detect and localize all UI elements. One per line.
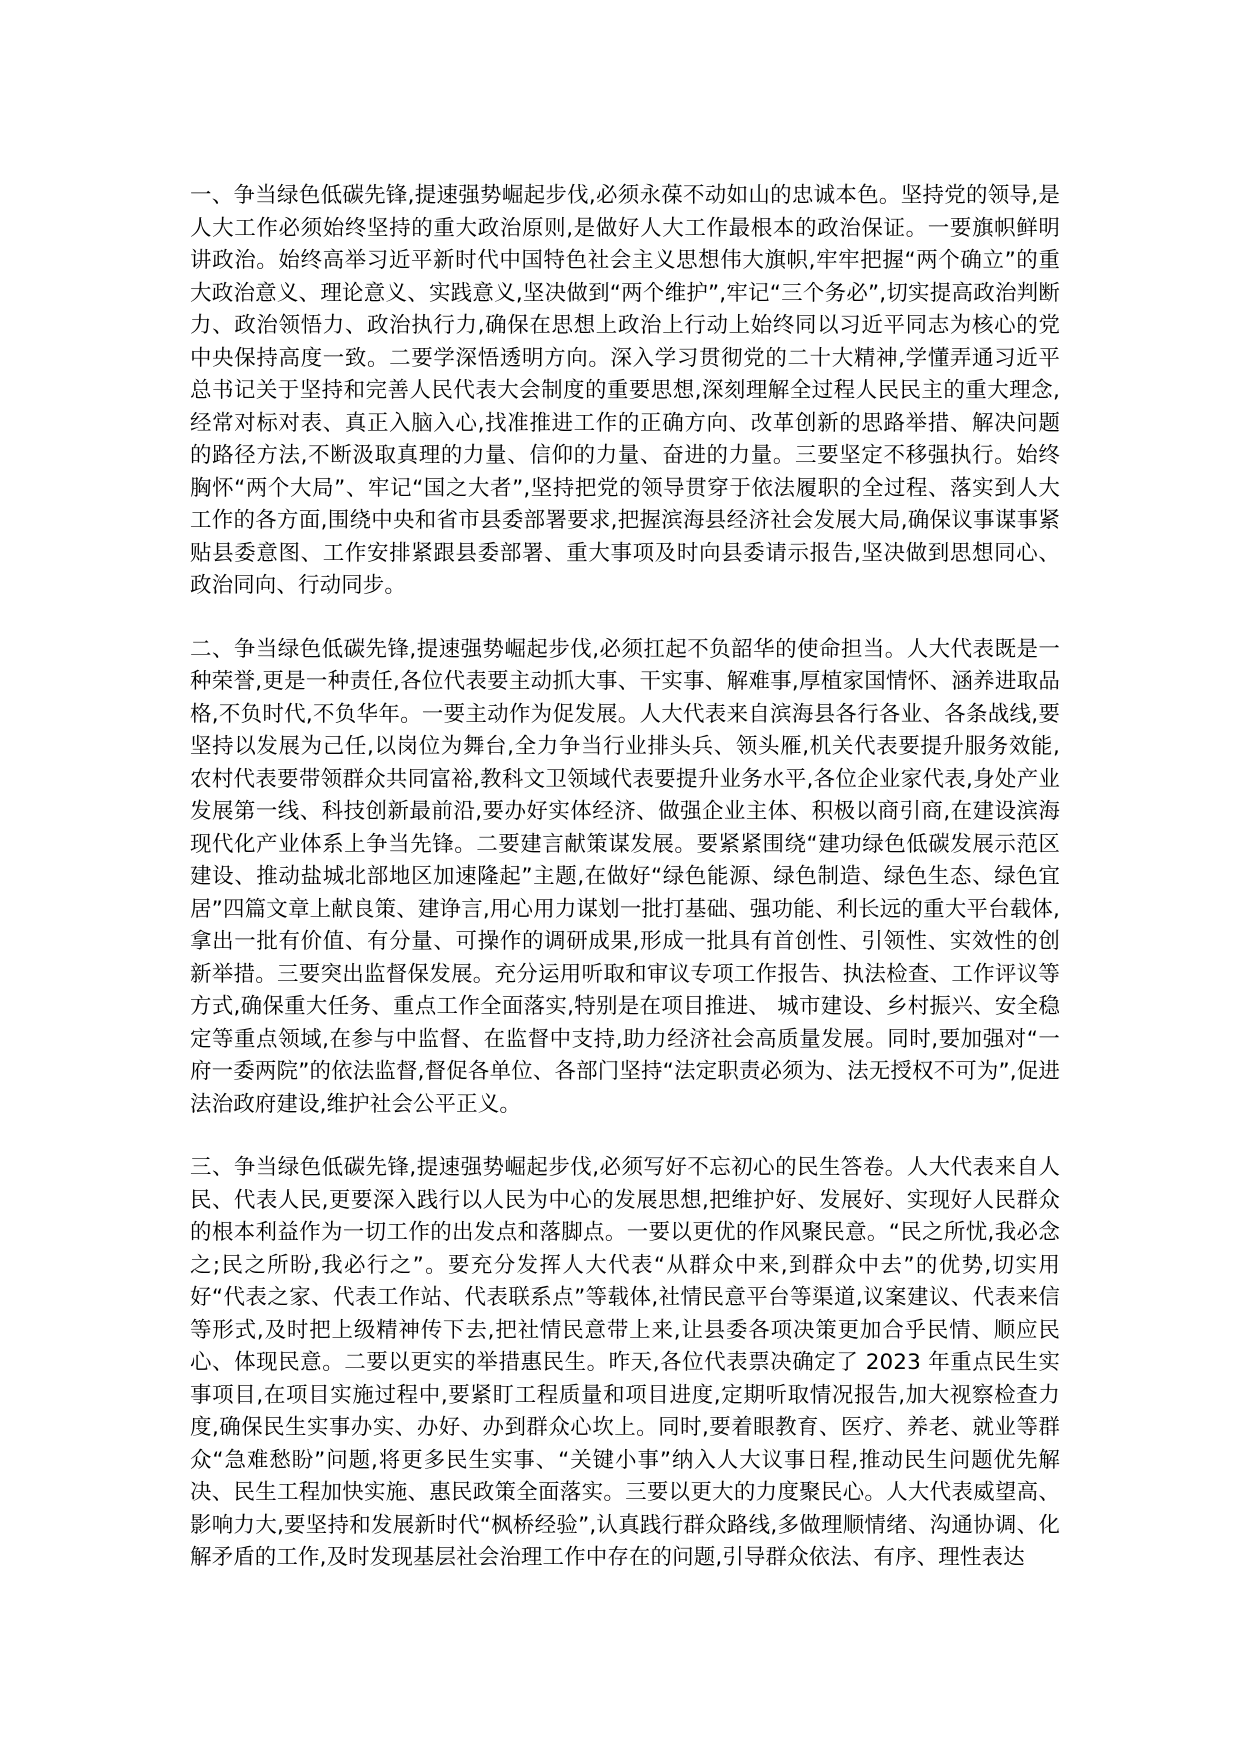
document-page (190, 180, 1060, 1606)
paragraph-3: 三、争当绿色低碳先锋,提速强势崛起步伐,必须写好不忘初心的民生答卷。人大代表来自人民、代表人民,更要深入践行以人民为中心的发展思想,把维护好、发展好、实现好人民群众的根本利益作为一切工作的出发点和落脚点。一要以更优的作风聚民意。“民之所忧,我必念之;民之所盼,我必行之”。要充分发挥人大代表“从群众中来,到群众中去”的优势,切实用好“代表之家、代表工作站、代表联系点”等载体,社情民意平台等渠道,议案建议、代表来信等形式,及时把上级精神传下去,把社情民意带上来,让县委各项决策更加合乎民情、顺应民心、体现民意。二要以更实的举措惠民生。昨天,各位代表票决确定了 2023 年重点民生实事项目,在项目实施过程中,要紧盯工程质量和项目进度,定期听取情况报告,加大视察检查力度,确保民生实事办实、办好、办到群众心坎上。同时,要着眼教育、医疗、养老、就业等群众“急难愁盼”问题,将更多民生实事、“关键小事”纳入人大议事日程,推动民生问题优先解决、民生工程加快实施、惠民政策全面落实。三要以更大的力度聚民心。人大代表威望高、影响力大,要坚持和发展新时代“枫桥经验”,认真践行群众路线,多做理顺情绪、沟通协调、化解矛盾的工作,及时发现基层社会治理工作中存在的问题,引导群众依法、有序、理性表达 (190, 1155, 1060, 1570)
paragraph-2: 二、争当绿色低碳先锋,提速强势崛起步伐,必须扛起不负韶华的使命担当。人大代表既是一种荣誉,更是一种责任,各位代表要主动抓大事、干实事、解难事,厚植家国情怀、涵养进取品格,不负时代,不负华年。一要主动作为促发展。人大代表来自滨海县各行各业、各条战线,要坚持以发展为己任,以岗位为舞台,全力争当行业排头兵、领头雁,机关代表要提升服务效能,农村代表要带领群众共同富裕,教科文卫领域代表要提升业务水平,各位企业家代表,身处产业发展第一线、科技创新最前沿,要办好实体经济、做强企业主体、积极以商引商,在建设滨海现代化产业体系上争当先锋。二要建言献策谋发展。要紧紧围绕“建功绿色低碳发展示范区建设、推动盐城北部地区加速隆起”主题,在做好“绿色能源、绿色制造、绿色生态、绿色宜居”四篇文章上献良策、建诤言,用心用力谋划一批打基础、强功能、利长远的重大平台载体,拿出一批有价值、有分量、可操作的调研成果,形成一批具有首创性、引领性、实效性的创新举措。三要突出监督保发展。充分运用听取和审议专项工作报告、执法检查、工作评议等方式,确保重大任务、重点工作全面落实,特别是在项目推进、 城市建设、乡村振兴、安全稳定等重点领域,在参与中监督、在监督中支持,助力经济社会高质量发展。同时,要加强对“一府一委两院”的依法监督,督促各单位、各部门坚持“法定职责必须为、法无授权不可为”,促进法治政府建设,维护社会公平正义。 (190, 636, 1060, 1117)
paragraph-1: 一、争当绿色低碳先锋,提速强势崛起步伐,必须永葆不动如山的忠诚本色。坚持党的领导,是人大工作必须始终坚持的重大政治原则,是做好人大工作最根本的政治保证。一要旗帜鲜明讲政治。始终高举习近平新时代中国特色社会主义思想伟大旗帜,牢牢把握“两个确立”的重大政治意义、理论意义、实践意义,坚决做到“两个维护”,牢记“三个务必”,切实提高政治判断力、政治领悟力、政治执行力,确保在思想上政治上行动上始终同以习近平同志为核心的党中央保持高度一致。二要学深悟透明方向。深入学习贯彻党的二十大精神,学懂弄通习近平总书记关于坚持和完善人民代表大会制度的重要思想,深刻理解全过程人民民主的重大理念,经常对标对表、真正入脑入心,找准推进工作的正确方向、改革创新的思路举措、解决问题的路径方法,不断汲取真理的力量、信仰的力量、奋进的力量。三要坚定不移强执行。始终胸怀“两个大局”、牢记“国之大者”,坚持把党的领导贯穿于依法履职的全过程、落实到人大工作的各方面,围绕中央和省市县委部署要求,把握滨海县经济社会发展大局,确保议事谋事紧贴县委意图、工作安排紧跟县委部署、重大事项及时向县委请示报告,坚决做到思想同心、政治同向、行动同步。 (190, 183, 1060, 598)
